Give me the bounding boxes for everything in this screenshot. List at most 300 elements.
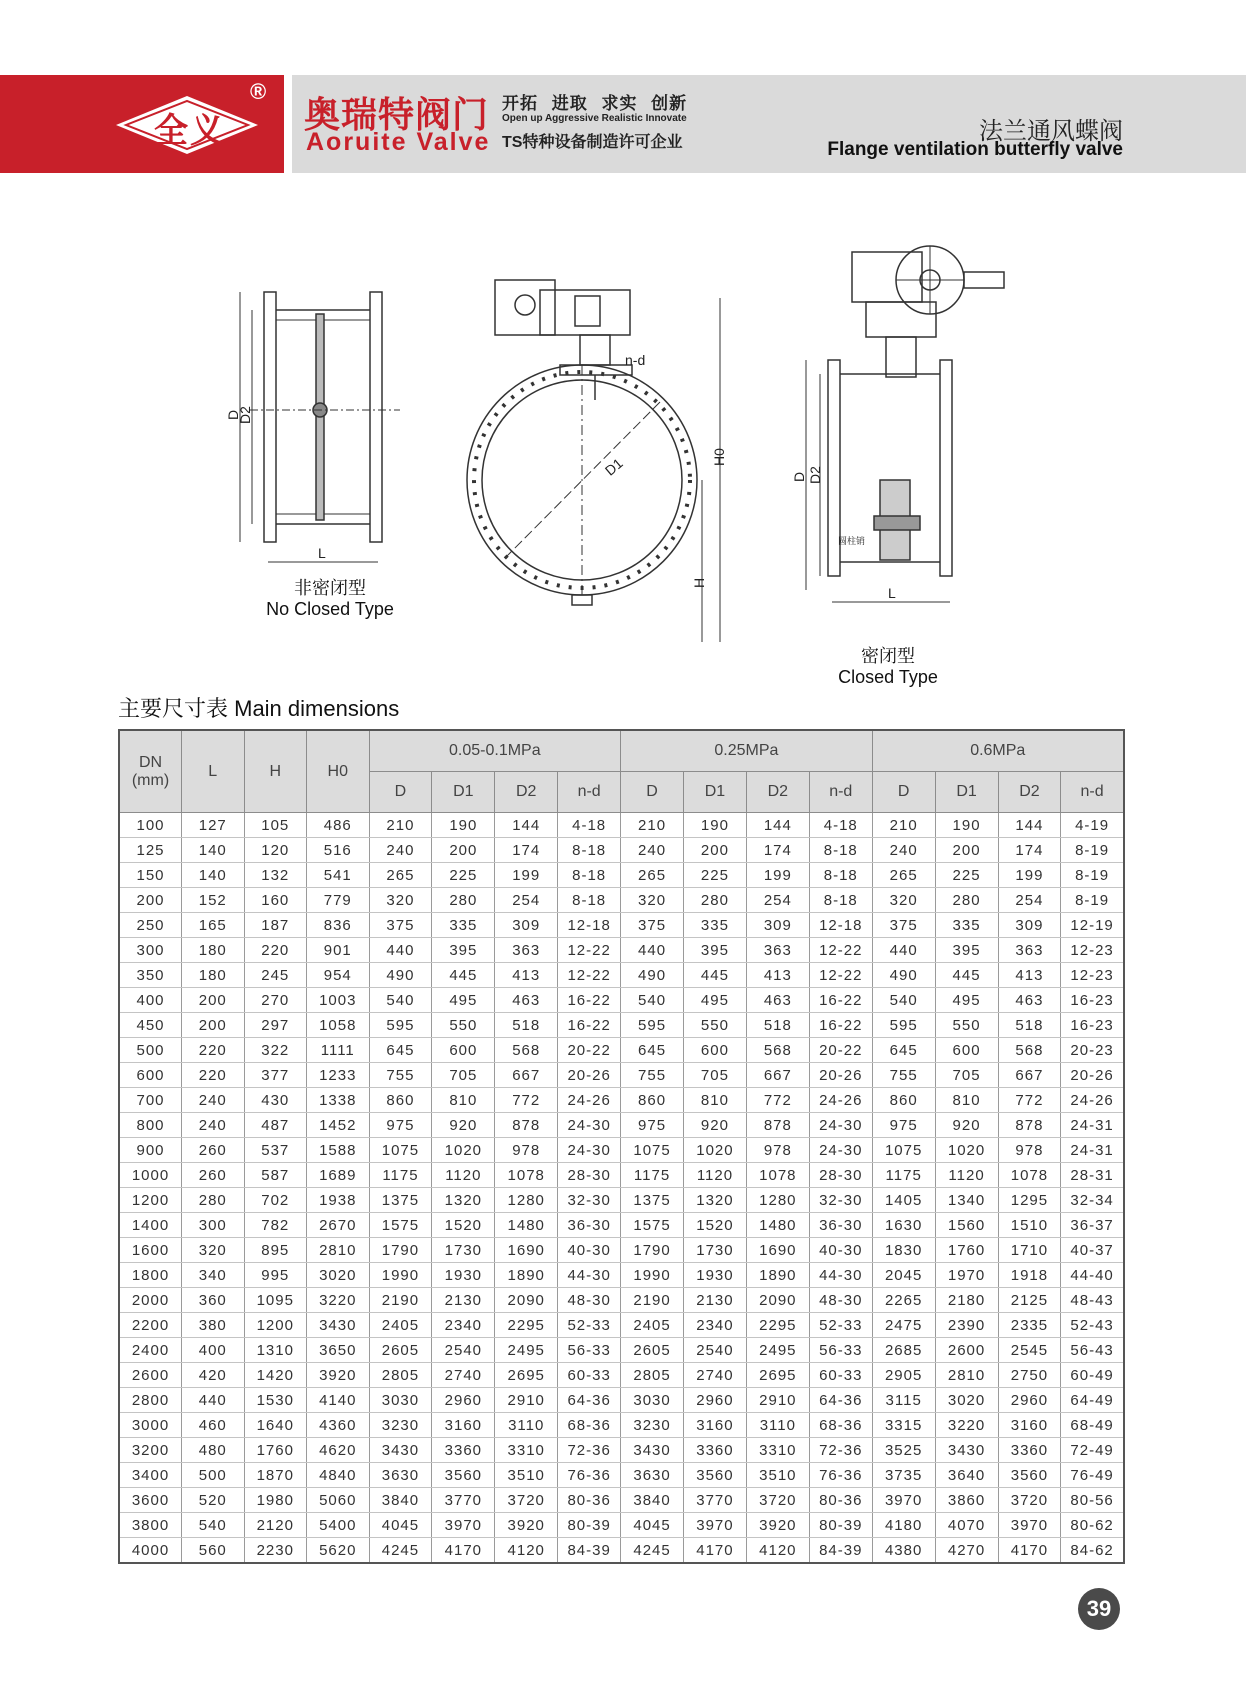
table-cell: 1710 (998, 1238, 1061, 1263)
table-cell: 920 (684, 1113, 747, 1138)
table-cell: 878 (998, 1113, 1061, 1138)
table-cell: 2180 (935, 1288, 998, 1313)
table-cell: 300 (182, 1213, 245, 1238)
table-cell: 1930 (432, 1263, 495, 1288)
table-cell: 76-36 (809, 1463, 872, 1488)
table-cell: 265 (872, 863, 935, 888)
table-cell: 220 (244, 938, 307, 963)
table-cell: 4120 (495, 1538, 558, 1564)
table-cell: 320 (872, 888, 935, 913)
table-cell: 1980 (244, 1488, 307, 1513)
table-cell: 2805 (621, 1363, 684, 1388)
table-cell: 4070 (935, 1513, 998, 1538)
dim-label-D2: D2 (807, 466, 823, 484)
table-cell: 3770 (432, 1488, 495, 1513)
table-cell: 772 (998, 1088, 1061, 1113)
table-cell: 860 (369, 1088, 432, 1113)
table-cell: 413 (998, 963, 1061, 988)
logo-text: 全义 (154, 111, 226, 151)
dim-label-D1: D1 (601, 454, 626, 479)
table-cell: 860 (621, 1088, 684, 1113)
table-cell: 48-30 (558, 1288, 621, 1313)
table-cell: 3430 (307, 1313, 370, 1338)
table-row (119, 813, 1124, 838)
table-cell: 2130 (684, 1288, 747, 1313)
table-cell: 56-43 (1061, 1338, 1124, 1363)
table-cell: 3630 (369, 1463, 432, 1488)
table-cell: 600 (119, 1063, 182, 1088)
table-cell: 2545 (998, 1338, 1061, 1363)
table-cell: 975 (369, 1113, 432, 1138)
table-cell: 2740 (432, 1363, 495, 1388)
table-cell: 3720 (998, 1488, 1061, 1513)
table-cell: 645 (872, 1038, 935, 1063)
dim-label-L: L (318, 545, 326, 561)
table-cell: 595 (621, 1013, 684, 1038)
table-row (119, 1463, 1124, 1488)
table-cell: 4-18 (558, 813, 621, 838)
table-cell: 4-18 (809, 813, 872, 838)
table-row (119, 863, 1124, 888)
table-cell: 3030 (369, 1388, 432, 1413)
table-cell: 2905 (872, 1363, 935, 1388)
table-cell: 1375 (369, 1188, 432, 1213)
table-cell: 260 (182, 1138, 245, 1163)
table-cell: 3840 (621, 1488, 684, 1513)
table-cell: 1588 (307, 1138, 370, 1163)
table-cell: 1790 (621, 1238, 684, 1263)
table-cell: 2190 (621, 1288, 684, 1313)
table-cell: 2495 (746, 1338, 809, 1363)
table-cell: 4000 (119, 1538, 182, 1564)
table-cell: 40-30 (809, 1238, 872, 1263)
table-cell: 3315 (872, 1413, 935, 1438)
table-cell: 72-36 (809, 1438, 872, 1463)
table-cell: 3000 (119, 1413, 182, 1438)
table-cell: 309 (495, 913, 558, 938)
table-cell: 705 (935, 1063, 998, 1088)
table-row (119, 1188, 1124, 1213)
table-cell: 8-18 (558, 838, 621, 863)
table-cell: 755 (872, 1063, 935, 1088)
table-cell: 1338 (307, 1088, 370, 1113)
table-cell: 978 (998, 1138, 1061, 1163)
table-cell: 705 (684, 1063, 747, 1088)
table-cell: 3510 (495, 1463, 558, 1488)
table-cell: 1452 (307, 1113, 370, 1138)
table-cell: 165 (182, 913, 245, 938)
table-cell: 1730 (684, 1238, 747, 1263)
table-cell: 144 (998, 813, 1061, 838)
table-cell: 32-34 (1061, 1188, 1124, 1213)
table-cell: 463 (495, 988, 558, 1013)
table-cell: 395 (935, 938, 998, 963)
table-cell: 1020 (432, 1138, 495, 1163)
table-cell: 755 (369, 1063, 432, 1088)
table-cell: 375 (369, 913, 432, 938)
table-cell: 68-36 (558, 1413, 621, 1438)
table-cell: 413 (495, 963, 558, 988)
table-cell: 1930 (684, 1263, 747, 1288)
table-cell: 900 (119, 1138, 182, 1163)
table-cell: 2750 (998, 1363, 1061, 1388)
table-cell: 48-43 (1061, 1288, 1124, 1313)
table-cell: 190 (935, 813, 998, 838)
table-cell: 20-23 (1061, 1038, 1124, 1063)
table-cell: 220 (182, 1038, 245, 1063)
table-cell: 144 (495, 813, 558, 838)
table-cell: 1003 (307, 988, 370, 1013)
table-cell: 1990 (369, 1263, 432, 1288)
table-cell: 52-33 (809, 1313, 872, 1338)
table-cell: 335 (432, 913, 495, 938)
table-cell: 280 (684, 888, 747, 913)
table-cell: 1120 (684, 1163, 747, 1188)
table-cell: 3310 (495, 1438, 558, 1463)
table-cell: 254 (495, 888, 558, 913)
table-cell: 2670 (307, 1213, 370, 1238)
table-cell: 440 (621, 938, 684, 963)
table-cell: 8-18 (809, 888, 872, 913)
table-cell: 24-30 (809, 1113, 872, 1138)
table-cell: 1890 (495, 1263, 558, 1288)
table-cell: 174 (746, 838, 809, 863)
table-cell: 595 (369, 1013, 432, 1038)
table-cell: 1000 (119, 1163, 182, 1188)
header-d: D (621, 772, 684, 813)
table-cell: 3110 (746, 1413, 809, 1438)
table-row (119, 1488, 1124, 1513)
table-cell: 1295 (998, 1188, 1061, 1213)
table-cell: 225 (684, 863, 747, 888)
table-cell: 920 (935, 1113, 998, 1138)
table-cell: 550 (935, 1013, 998, 1038)
front-view-drawing (450, 250, 740, 650)
table-cell: 1200 (244, 1313, 307, 1338)
header-pressure-2: 0.25MPa (621, 730, 873, 772)
table-cell: 350 (119, 963, 182, 988)
table-cell: 187 (244, 913, 307, 938)
table-cell: 400 (119, 988, 182, 1013)
table-cell: 68-36 (809, 1413, 872, 1438)
table-cell: 440 (182, 1388, 245, 1413)
table-cell: 1020 (935, 1138, 998, 1163)
table-cell: 1520 (432, 1213, 495, 1238)
table-cell: 667 (495, 1063, 558, 1088)
table-cell: 495 (432, 988, 495, 1013)
table-cell: 645 (621, 1038, 684, 1063)
table-cell: 3630 (621, 1463, 684, 1488)
table-cell: 3430 (369, 1438, 432, 1463)
table-cell: 2740 (684, 1363, 747, 1388)
table-cell: 377 (244, 1063, 307, 1088)
table-cell: 3115 (872, 1388, 935, 1413)
table-cell: 600 (684, 1038, 747, 1063)
table-cell: 4140 (307, 1388, 370, 1413)
table-cell: 2600 (935, 1338, 998, 1363)
table-cell: 3970 (872, 1488, 935, 1513)
table-cell: 1760 (935, 1238, 998, 1263)
table-cell: 490 (621, 963, 684, 988)
table-cell: 1918 (998, 1263, 1061, 1288)
table-cell: 1510 (998, 1213, 1061, 1238)
header-h: H (244, 730, 307, 813)
table-cell: 836 (307, 913, 370, 938)
table-cell: 3360 (432, 1438, 495, 1463)
table-cell: 2335 (998, 1313, 1061, 1338)
table-cell: 40-37 (1061, 1238, 1124, 1263)
license-text: TS特种设备制造许可企业 (502, 134, 683, 151)
table-cell: 48-30 (809, 1288, 872, 1313)
table-cell: 220 (182, 1063, 245, 1088)
table-cell: 210 (872, 813, 935, 838)
table-cell: 2600 (119, 1363, 182, 1388)
table-cell: 2805 (369, 1363, 432, 1388)
table-cell: 335 (935, 913, 998, 938)
table-cell: 1689 (307, 1163, 370, 1188)
table-cell: 600 (935, 1038, 998, 1063)
table-cell: 363 (746, 938, 809, 963)
table-cell: 44-30 (558, 1263, 621, 1288)
table-cell: 24-31 (1061, 1138, 1124, 1163)
table-cell: 480 (182, 1438, 245, 1463)
table-cell: 24-26 (809, 1088, 872, 1113)
table-cell: 3230 (369, 1413, 432, 1438)
table-cell: 1375 (621, 1188, 684, 1213)
table-cell: 490 (369, 963, 432, 988)
header-d1: D1 (684, 772, 747, 813)
table-row (119, 1088, 1124, 1113)
table-cell: 2960 (998, 1388, 1061, 1413)
table-cell: 174 (495, 838, 558, 863)
table-cell: 810 (935, 1088, 998, 1113)
table-cell: 667 (746, 1063, 809, 1088)
table-row (119, 1263, 1124, 1288)
table-cell: 200 (182, 1013, 245, 1038)
table-row (119, 913, 1124, 938)
table-cell: 440 (369, 938, 432, 963)
table-cell: 540 (621, 988, 684, 1013)
table-cell: 878 (495, 1113, 558, 1138)
table-cell: 12-22 (558, 938, 621, 963)
table-cell: 20-22 (809, 1038, 872, 1063)
table-cell: 1480 (495, 1213, 558, 1238)
table-cell: 1078 (746, 1163, 809, 1188)
table-cell: 2000 (119, 1288, 182, 1313)
caption-no-closed (230, 578, 430, 620)
table-cell: 20-22 (558, 1038, 621, 1063)
table-cell: 500 (182, 1463, 245, 1488)
table-cell: 430 (244, 1088, 307, 1113)
table-cell: 2910 (746, 1388, 809, 1413)
table-cell: 463 (746, 988, 809, 1013)
table-cell: 667 (998, 1063, 1061, 1088)
table-cell: 40-30 (558, 1238, 621, 1263)
table-cell: 125 (119, 838, 182, 863)
table-cell: 518 (746, 1013, 809, 1038)
table-cell: 140 (182, 863, 245, 888)
table-cell: 80-36 (809, 1488, 872, 1513)
table-cell: 84-62 (1061, 1538, 1124, 1564)
table-cell: 518 (495, 1013, 558, 1038)
table-cell: 3920 (495, 1513, 558, 1538)
table-cell: 180 (182, 963, 245, 988)
table-cell: 1075 (621, 1138, 684, 1163)
table-cell: 335 (684, 913, 747, 938)
table-cell: 541 (307, 863, 370, 888)
table-cell: 152 (182, 888, 245, 913)
table-cell: 2495 (495, 1338, 558, 1363)
no-closed-type-drawing (220, 280, 420, 580)
table-cell: 240 (872, 838, 935, 863)
table-cell: 52-33 (558, 1313, 621, 1338)
table-cell: 150 (119, 863, 182, 888)
table-cell: 240 (621, 838, 684, 863)
table-cell: 1870 (244, 1463, 307, 1488)
table-row (119, 1238, 1124, 1263)
table-row (119, 1063, 1124, 1088)
table-cell: 445 (684, 963, 747, 988)
page-number: 39 (1078, 1588, 1120, 1630)
caption-no-closed-cn: 非密闭型 (294, 578, 366, 598)
table-cell: 4170 (432, 1538, 495, 1564)
table-cell: 540 (182, 1513, 245, 1538)
table-cell: 225 (432, 863, 495, 888)
table-cell: 3970 (684, 1513, 747, 1538)
table-row (119, 1038, 1124, 1063)
table-cell: 84-39 (809, 1538, 872, 1564)
table-cell: 645 (369, 1038, 432, 1063)
table-cell: 76-49 (1061, 1463, 1124, 1488)
table-cell: 24-30 (558, 1113, 621, 1138)
table-cell: 16-23 (1061, 1013, 1124, 1038)
table-cell: 1075 (872, 1138, 935, 1163)
table-cell: 24-26 (558, 1088, 621, 1113)
table-cell: 80-39 (809, 1513, 872, 1538)
table-cell: 1400 (119, 1213, 182, 1238)
table-cell: 4360 (307, 1413, 370, 1438)
table-cell: 4245 (369, 1538, 432, 1564)
table-cell: 463 (998, 988, 1061, 1013)
table-cell: 200 (119, 888, 182, 913)
table-cell: 2475 (872, 1313, 935, 1338)
caption-closed-en: Closed Type (838, 667, 938, 687)
header-d2: D2 (998, 772, 1061, 813)
table-cell: 160 (244, 888, 307, 913)
table-cell: 68-49 (1061, 1413, 1124, 1438)
table-row (119, 1538, 1124, 1564)
brand-name-en: Aoruite Valve (306, 128, 491, 156)
table-cell: 2695 (746, 1363, 809, 1388)
table-cell: 4045 (369, 1513, 432, 1538)
table-cell: 3020 (935, 1388, 998, 1413)
table-cell: 895 (244, 1238, 307, 1263)
table-cell: 2810 (307, 1238, 370, 1263)
table-row (119, 1413, 1124, 1438)
table-cell: 340 (182, 1263, 245, 1288)
table-cell: 2090 (495, 1288, 558, 1313)
table-cell: 2540 (432, 1338, 495, 1363)
header-d: D (369, 772, 432, 813)
table-cell: 520 (182, 1488, 245, 1513)
table-cell: 64-36 (558, 1388, 621, 1413)
table-cell: 250 (119, 913, 182, 938)
table-cell: 64-36 (809, 1388, 872, 1413)
table-cell: 1320 (432, 1188, 495, 1213)
table-cell: 1175 (621, 1163, 684, 1188)
table-cell: 1020 (684, 1138, 747, 1163)
table-cell: 20-26 (809, 1063, 872, 1088)
table-row (119, 1313, 1124, 1338)
table-cell: 2090 (746, 1288, 809, 1313)
table-cell: 782 (244, 1213, 307, 1238)
pin-label: 圆柱销 (838, 537, 866, 547)
table-cell: 800 (119, 1113, 182, 1138)
table-cell: 702 (244, 1188, 307, 1213)
table-cell: 1058 (307, 1013, 370, 1038)
table-row (119, 1163, 1124, 1188)
table-cell: 705 (432, 1063, 495, 1088)
table-cell: 4170 (998, 1538, 1061, 1564)
table-cell: 280 (935, 888, 998, 913)
caption-no-closed-en: No Closed Type (266, 599, 394, 619)
table-cell: 265 (369, 863, 432, 888)
table-cell: 1111 (307, 1038, 370, 1063)
dim-label-D: D (225, 409, 241, 420)
table-cell: 2960 (432, 1388, 495, 1413)
table-cell: 3200 (119, 1438, 182, 1463)
table-cell: 72-36 (558, 1438, 621, 1463)
table-cell: 1575 (621, 1213, 684, 1238)
table-cell: 2340 (432, 1313, 495, 1338)
dim-label-H0: H0 (711, 448, 727, 466)
table-cell: 568 (746, 1038, 809, 1063)
table-cell: 200 (182, 988, 245, 1013)
table-row (119, 963, 1124, 988)
table-cell: 225 (935, 863, 998, 888)
table-cell: 20-26 (558, 1063, 621, 1088)
table-cell: 1420 (244, 1363, 307, 1388)
table-cell: 1800 (119, 1263, 182, 1288)
table-cell: 3430 (935, 1438, 998, 1463)
table-cell: 72-49 (1061, 1438, 1124, 1463)
table-cell: 80-56 (1061, 1488, 1124, 1513)
table-cell: 2960 (684, 1388, 747, 1413)
table-cell: 36-30 (809, 1213, 872, 1238)
table-cell: 4245 (621, 1538, 684, 1564)
table-cell: 1280 (746, 1188, 809, 1213)
header-d1: D1 (432, 772, 495, 813)
table-cell: 60-49 (1061, 1363, 1124, 1388)
table-cell: 360 (182, 1288, 245, 1313)
table-cell: 8-18 (558, 863, 621, 888)
table-cell: 140 (182, 838, 245, 863)
table-cell: 1990 (621, 1263, 684, 1288)
header-nd: n-d (558, 772, 621, 813)
table-cell: 4840 (307, 1463, 370, 1488)
table-cell: 1200 (119, 1188, 182, 1213)
table-cell: 3920 (746, 1513, 809, 1538)
table-cell: 3510 (746, 1463, 809, 1488)
table-cell: 12-23 (1061, 963, 1124, 988)
table-cell: 1890 (746, 1263, 809, 1288)
header-pressure-3: 0.6MPa (872, 730, 1124, 772)
table-cell: 3970 (432, 1513, 495, 1538)
page-header (0, 75, 1258, 173)
dim-label-L: L (888, 585, 896, 601)
table-cell: 518 (998, 1013, 1061, 1038)
table-cell: 413 (746, 963, 809, 988)
